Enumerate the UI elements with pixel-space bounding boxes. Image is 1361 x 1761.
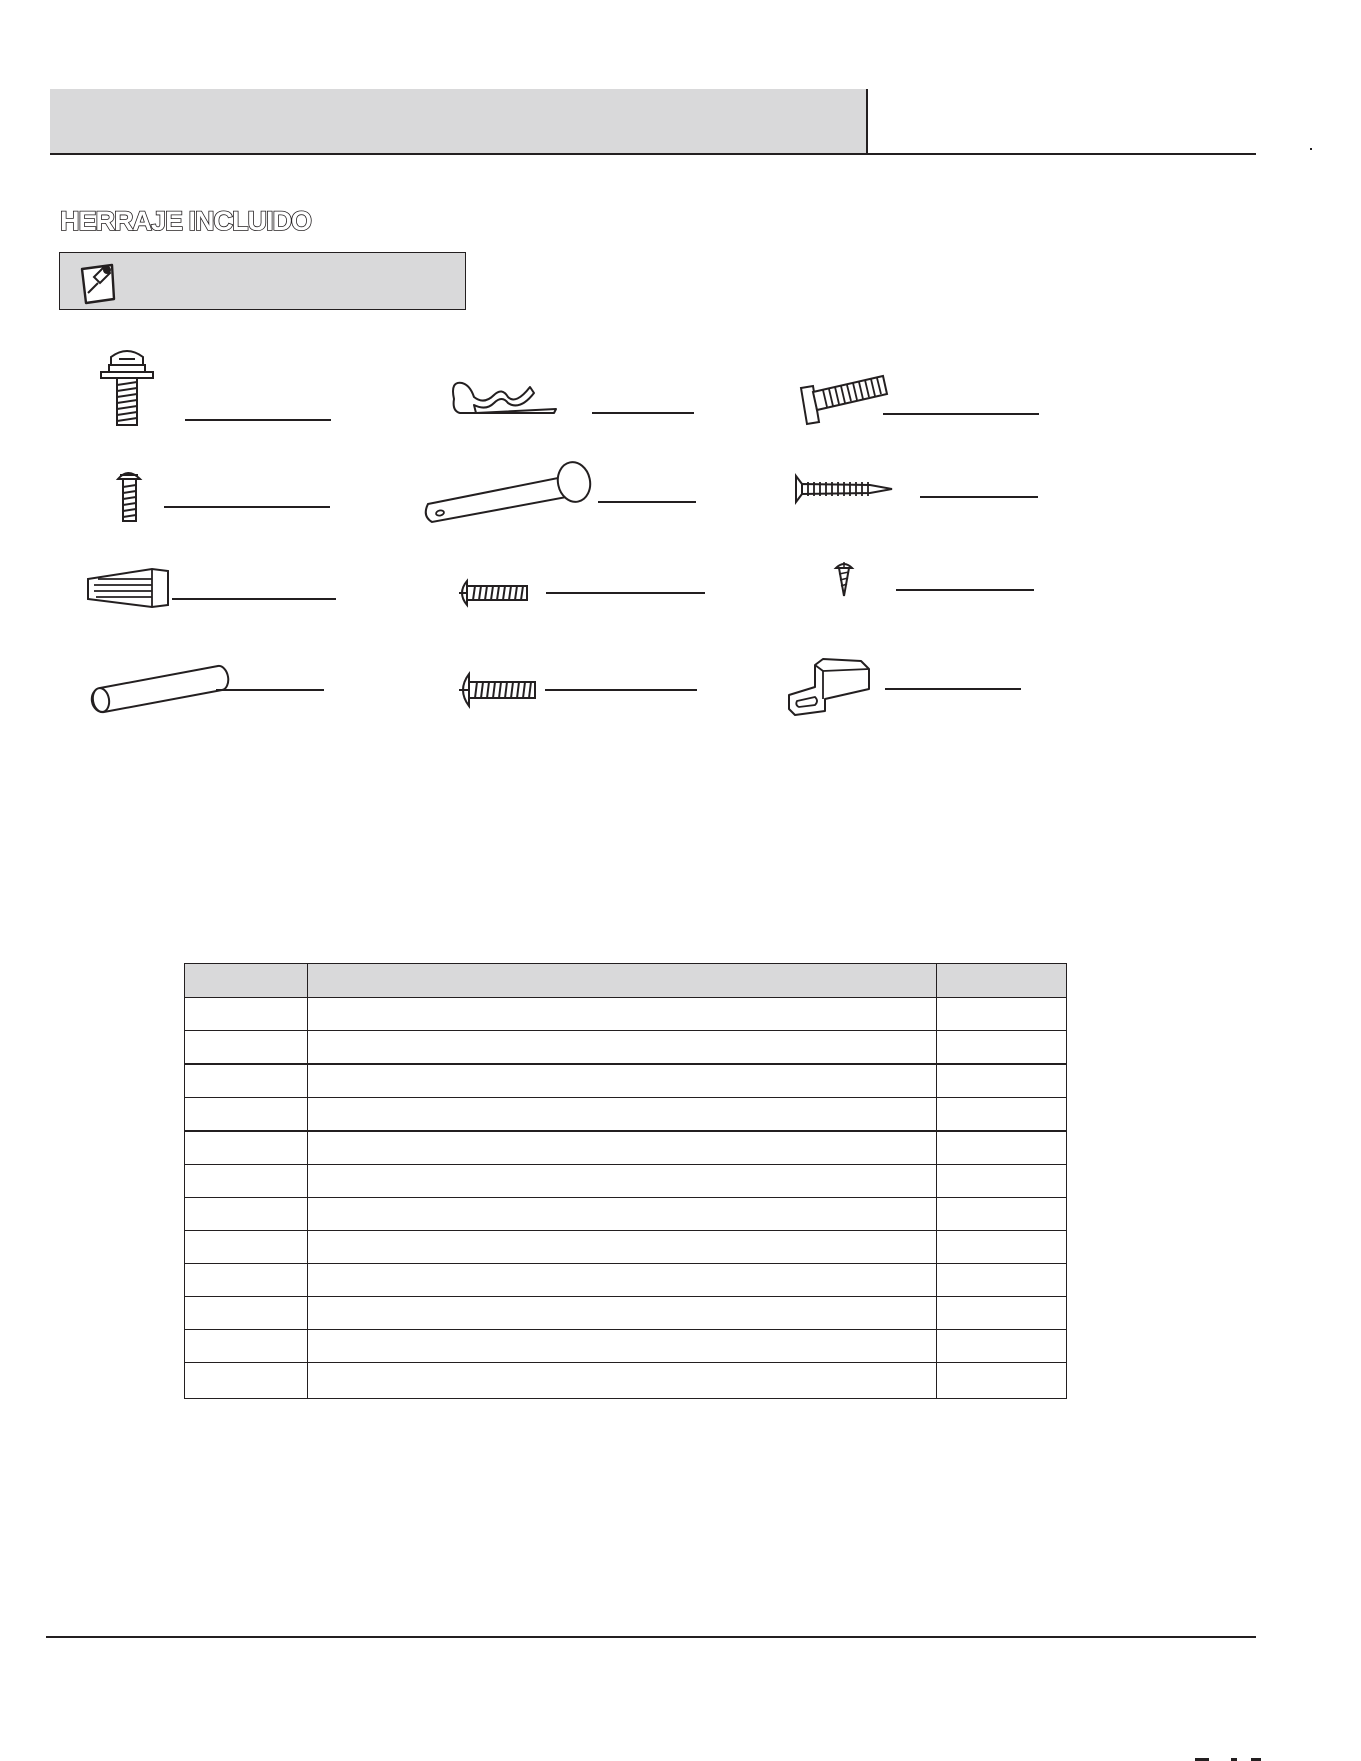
table-cell — [307, 1098, 936, 1132]
table-cell — [185, 1363, 308, 1399]
tiny-screw-icon — [830, 560, 1060, 620]
table-row — [185, 1064, 1067, 1098]
table-cell — [937, 1131, 1067, 1165]
table-header-cell — [937, 964, 1067, 998]
table-row — [185, 1198, 1067, 1231]
table-cell — [185, 1131, 308, 1165]
table-cell — [937, 1231, 1067, 1264]
table-cell — [307, 998, 936, 1031]
hardware-grid — [0, 330, 1361, 750]
header-bar — [50, 89, 868, 155]
table-cell — [185, 1165, 308, 1198]
table-cell — [937, 1264, 1067, 1297]
table-cell — [937, 1098, 1067, 1132]
table-cell — [185, 1198, 308, 1231]
corner-mark — [1310, 148, 1312, 150]
table-cell — [185, 998, 308, 1031]
table-cell — [937, 998, 1067, 1031]
table-row — [185, 1264, 1067, 1297]
table-cell — [185, 1330, 308, 1363]
small-screw-icon — [110, 465, 340, 535]
parts-table — [184, 963, 1067, 1399]
table-row — [185, 1231, 1067, 1264]
header-divider — [866, 89, 868, 155]
note-box — [59, 252, 466, 310]
wire-nut-icon — [82, 565, 342, 625]
washer-head-screw-icon — [95, 345, 345, 445]
flat-head-bolt-icon — [795, 372, 1055, 442]
table-cell — [937, 1165, 1067, 1198]
clevis-pin-icon — [418, 460, 708, 540]
table-row — [185, 1297, 1067, 1330]
table-cell — [185, 1231, 308, 1264]
table-header-cell — [307, 964, 936, 998]
table-cell — [307, 1064, 936, 1098]
dowel-pin-icon — [88, 660, 338, 720]
table-row — [185, 1330, 1067, 1363]
table-cell — [307, 1231, 936, 1264]
table-cell — [185, 1297, 308, 1330]
long-machine-screw-icon — [455, 670, 715, 720]
table-row — [185, 1165, 1067, 1198]
table-cell — [937, 1064, 1067, 1098]
wood-screw-icon — [790, 470, 1050, 520]
table-cell — [937, 1330, 1067, 1363]
table-cell — [307, 1165, 936, 1198]
table-row — [185, 1131, 1067, 1165]
table-header-row — [185, 964, 1067, 998]
table-row — [185, 1031, 1067, 1065]
short-machine-screw-icon — [455, 575, 715, 625]
hair-pin-clip-icon — [446, 375, 706, 435]
pushpin-note-icon — [74, 259, 122, 307]
table-cell — [307, 1031, 936, 1065]
table-cell — [937, 1297, 1067, 1330]
table-cell — [185, 1264, 308, 1297]
table-row — [185, 1363, 1067, 1399]
table-cell — [307, 1131, 936, 1165]
table-header-cell — [185, 964, 308, 998]
table-cell — [185, 1064, 308, 1098]
header-rule — [868, 153, 1256, 155]
table-cell — [307, 1363, 936, 1399]
table-cell — [307, 1297, 936, 1330]
table-cell — [937, 1363, 1067, 1399]
table-cell — [937, 1031, 1067, 1065]
table-cell — [307, 1330, 936, 1363]
table-row — [185, 998, 1067, 1031]
footer-rule — [46, 1636, 1256, 1638]
mounting-clip-icon — [785, 655, 1045, 725]
table-cell — [937, 1198, 1067, 1231]
section-title: HERRAJE INCLUIDO — [60, 206, 312, 236]
table-cell — [307, 1264, 936, 1297]
table-cell — [307, 1198, 936, 1231]
table-row — [185, 1098, 1067, 1132]
table-cell — [185, 1031, 308, 1065]
table-cell — [185, 1098, 308, 1132]
